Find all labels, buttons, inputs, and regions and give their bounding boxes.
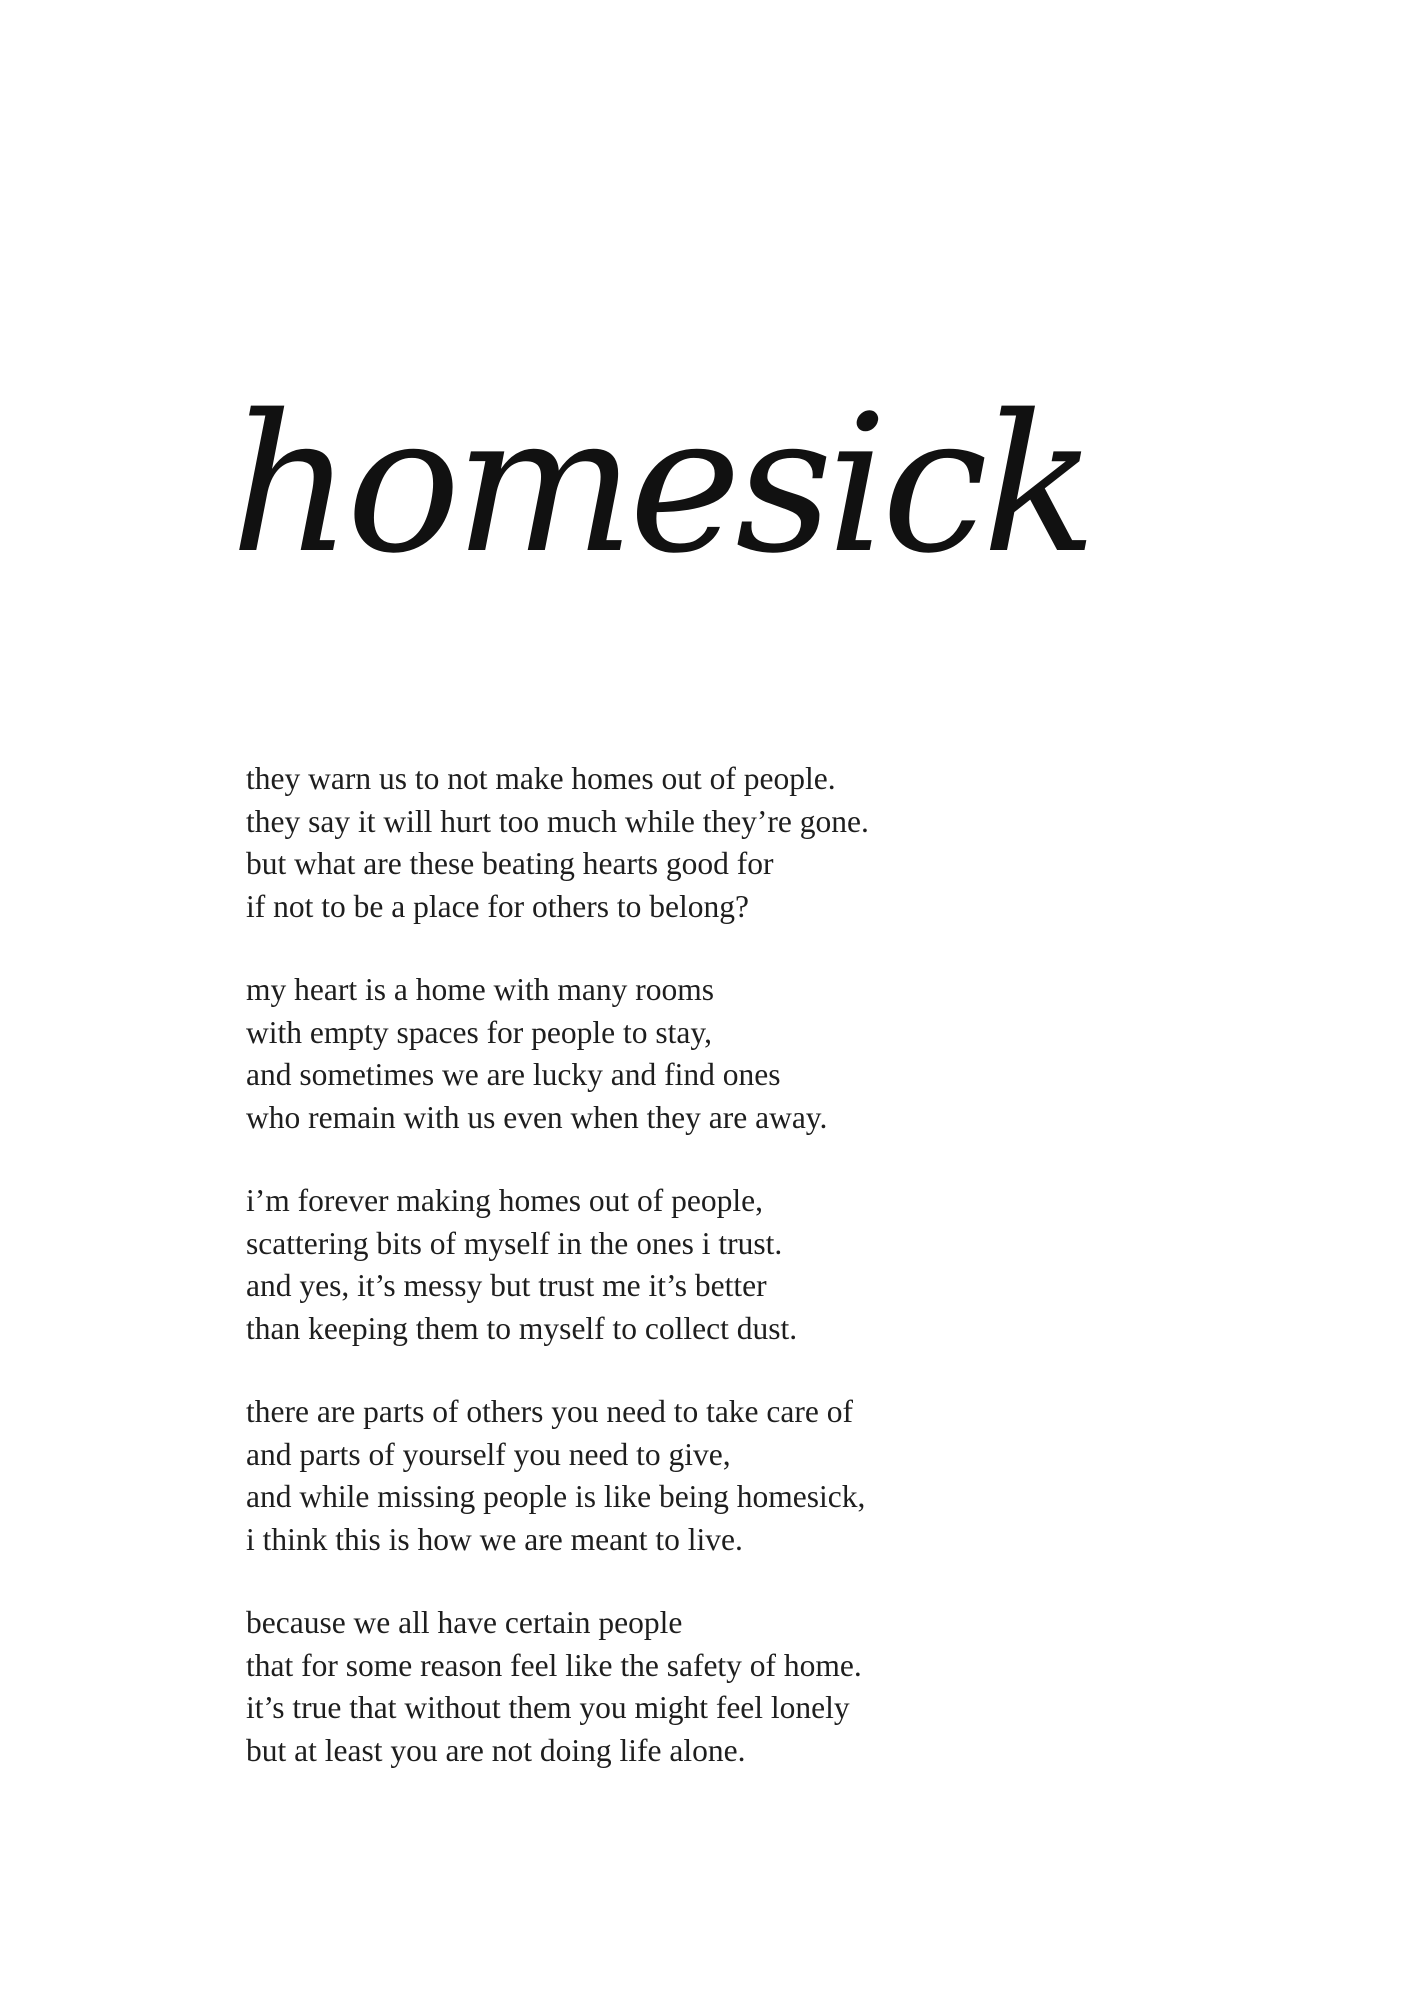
- stanza: [246, 969, 1246, 1139]
- poem-line: i think this is how we are meant to live.: [246, 1521, 743, 1557]
- poem-line: but at least you are not doing life alone.: [246, 1732, 746, 1768]
- poem-line: and sometimes we are lucky and find ones: [246, 1057, 781, 1092]
- poem-body: [246, 758, 1246, 1813]
- poem-line: and parts of yourself you need to give,: [246, 1436, 731, 1472]
- poem-line: that for some reason feel like the safety of home.: [246, 1647, 862, 1683]
- poem-line: and yes, it’s messy but trust me it’s better: [246, 1268, 767, 1303]
- poem-line: there are parts of others you need to take care of: [246, 1394, 853, 1429]
- poem-line: my heart is a home with many rooms: [246, 972, 715, 1007]
- stanza: [246, 1391, 1246, 1561]
- poem-line: because we all have certain people: [246, 1605, 683, 1640]
- poem-title: [220, 340, 1092, 640]
- poem-line: they warn us to not make homes out of people.: [246, 761, 836, 796]
- poem-line: with empty spaces for people to stay,: [246, 1014, 712, 1050]
- poem-line: scattering bits of myself in the ones i trust.: [246, 1225, 783, 1261]
- stanza: [246, 1602, 1246, 1772]
- poem-line: i’m forever making homes out of people,: [246, 1183, 763, 1218]
- poem-line: who remain with us even when they are away.: [246, 1099, 828, 1135]
- poem-line: but what are these beating hearts good for: [246, 846, 774, 881]
- poem-title-text: homesick: [230, 374, 1092, 595]
- poem-line: if not to be a place for others to belong?: [246, 888, 749, 924]
- poem-line: it’s true that without them you might feel lonely: [246, 1690, 850, 1725]
- poem-title-script: [220, 340, 1092, 640]
- poem-line: than keeping them to myself to collect dust.: [246, 1310, 798, 1346]
- poem-line: and while missing people is like being homesick,: [246, 1479, 866, 1514]
- stanza: [246, 1180, 1246, 1350]
- poem-line: they say it will hurt too much while they’re gone.: [246, 803, 869, 839]
- stanza: [246, 758, 1246, 928]
